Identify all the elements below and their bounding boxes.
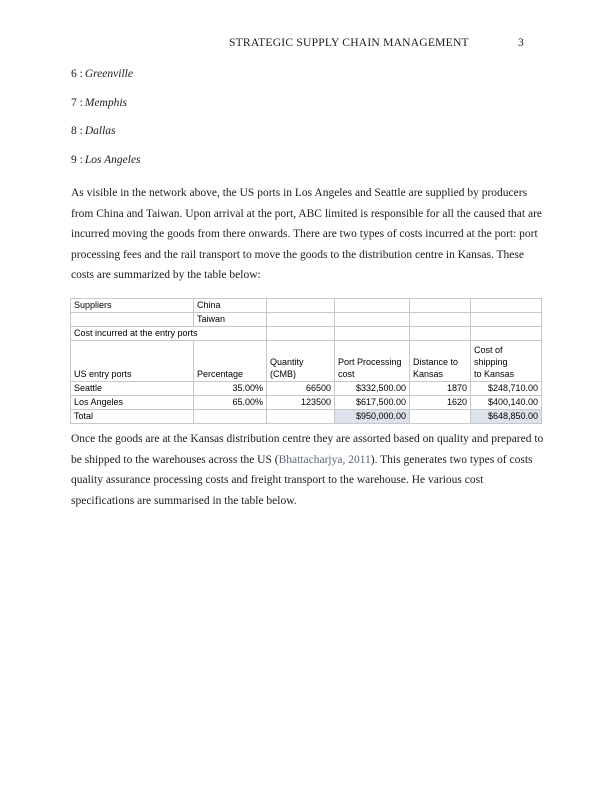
column-header-port-processing-cost xyxy=(335,341,410,382)
table-header-row xyxy=(71,341,542,382)
paragraph-port-costs: As visible in the network above, the US ports in Los Angeles and Seattle are supplied by producers from China and Taiwan. Upon arrival at the port, ABC limited is responsible for all the caused that are incurred moving the goods from there onwards. There are two types of costs incurred at the port: port processing fees and the rail transport to move the goods to the distribution centre in Kansas. These costs are summarized by the table below: xyxy=(71,187,543,282)
header-line: cost xyxy=(338,369,355,379)
total-port-processing-cost-cell: $950,000.00 xyxy=(335,410,410,424)
list-item-number: 8 : xyxy=(71,125,83,138)
header-line: to Kansas xyxy=(474,369,515,379)
quantity-cell: 66500 xyxy=(267,382,335,396)
empty-cell xyxy=(410,410,471,424)
suppliers-label-cell: Suppliers xyxy=(71,299,194,313)
empty-cell xyxy=(471,313,542,327)
header-line: Port Processing xyxy=(338,357,402,367)
list-item-city: Greenville xyxy=(84,68,133,80)
column-header-distance-to-kansas xyxy=(410,341,471,382)
table-row-los-angeles xyxy=(71,396,542,410)
empty-cell xyxy=(471,299,542,313)
list-item xyxy=(71,97,141,110)
list-item-number: 7 : xyxy=(71,96,83,109)
quantity-cell: 123500 xyxy=(267,396,335,410)
header-line: Percentage xyxy=(197,369,244,379)
port-processing-cost-cell: $617,500.00 xyxy=(335,396,410,410)
shipping-cost-cell: $248,710.00 xyxy=(471,382,542,396)
list-item-city: Los Angeles xyxy=(84,153,141,166)
total-label-cell: Total xyxy=(71,410,194,424)
table-row-section-label xyxy=(71,327,542,341)
empty-cell xyxy=(267,299,335,313)
table-row-seattle xyxy=(71,382,542,396)
port-processing-cost-cell: $332,500.00 xyxy=(335,382,410,396)
page-header-title: STRATEGIC SUPPLY CHAIN MANAGEMENT xyxy=(229,36,469,49)
citation-link[interactable]: Bhattacharjya, 2011 xyxy=(278,453,371,466)
list-item-city: Dallas xyxy=(84,125,116,138)
supplier-taiwan-cell: Taiwan xyxy=(194,313,267,327)
column-header-percentage xyxy=(194,341,267,382)
header-line: Cost of shipping xyxy=(474,345,508,367)
section-label-cell: Cost incurred at the entry ports xyxy=(71,327,267,341)
column-header-cost-of-shipping xyxy=(471,341,542,382)
percentage-cell: 65.00% xyxy=(194,396,267,410)
table-row-total xyxy=(71,410,542,424)
header-line: Kansas xyxy=(413,369,444,379)
list-item xyxy=(71,154,141,167)
empty-cell xyxy=(335,313,410,327)
header-line: US entry ports xyxy=(74,369,132,379)
empty-cell xyxy=(267,313,335,327)
empty-cell xyxy=(335,327,410,341)
empty-cell xyxy=(267,410,335,424)
supplier-china-cell: China xyxy=(194,299,267,313)
entry-port-costs-table xyxy=(70,298,542,424)
empty-cell xyxy=(335,299,410,313)
empty-cell xyxy=(410,327,471,341)
numbered-port-list xyxy=(71,68,141,182)
port-name-cell: Seattle xyxy=(71,382,194,396)
list-item xyxy=(71,125,141,138)
list-item-number: 9 : xyxy=(71,153,83,166)
header-line: Quantity (CMB) xyxy=(270,357,304,379)
list-item xyxy=(71,68,141,81)
empty-cell xyxy=(71,313,194,327)
column-header-quantity xyxy=(267,341,335,382)
shipping-cost-cell: $400,140.00 xyxy=(471,396,542,410)
list-item-number: 6 : xyxy=(71,68,83,80)
percentage-cell: 35.00% xyxy=(194,382,267,396)
port-name-cell: Los Angeles xyxy=(71,396,194,410)
empty-cell xyxy=(267,327,335,341)
list-item-city: Memphis xyxy=(84,96,127,109)
empty-cell xyxy=(410,299,471,313)
page-number: 3 xyxy=(518,36,524,49)
distance-cell: 1870 xyxy=(410,382,471,396)
paragraph-text: ). This generates two types of costs quality assurance processing costs and freight transport to the warehouse. He various cost specifications are summarised in the table below. xyxy=(71,453,533,507)
paragraph-text: Once the goods are at the Kansas distribution centre they are assorted based on quality and prepared to be shipped to the warehouses across the US ( xyxy=(71,433,544,466)
empty-cell xyxy=(194,410,267,424)
distance-cell: 1620 xyxy=(410,396,471,410)
empty-cell xyxy=(410,313,471,327)
running-head xyxy=(0,36,612,52)
total-shipping-cost-cell: $648,850.00 xyxy=(471,410,542,424)
empty-cell xyxy=(471,327,542,341)
table-row-supplier2 xyxy=(71,313,542,327)
column-header-us-entry-ports xyxy=(71,341,194,382)
header-line: Distance to xyxy=(413,357,459,367)
paragraph-kansas-distribution xyxy=(71,429,545,511)
table-row-suppliers xyxy=(71,299,542,313)
